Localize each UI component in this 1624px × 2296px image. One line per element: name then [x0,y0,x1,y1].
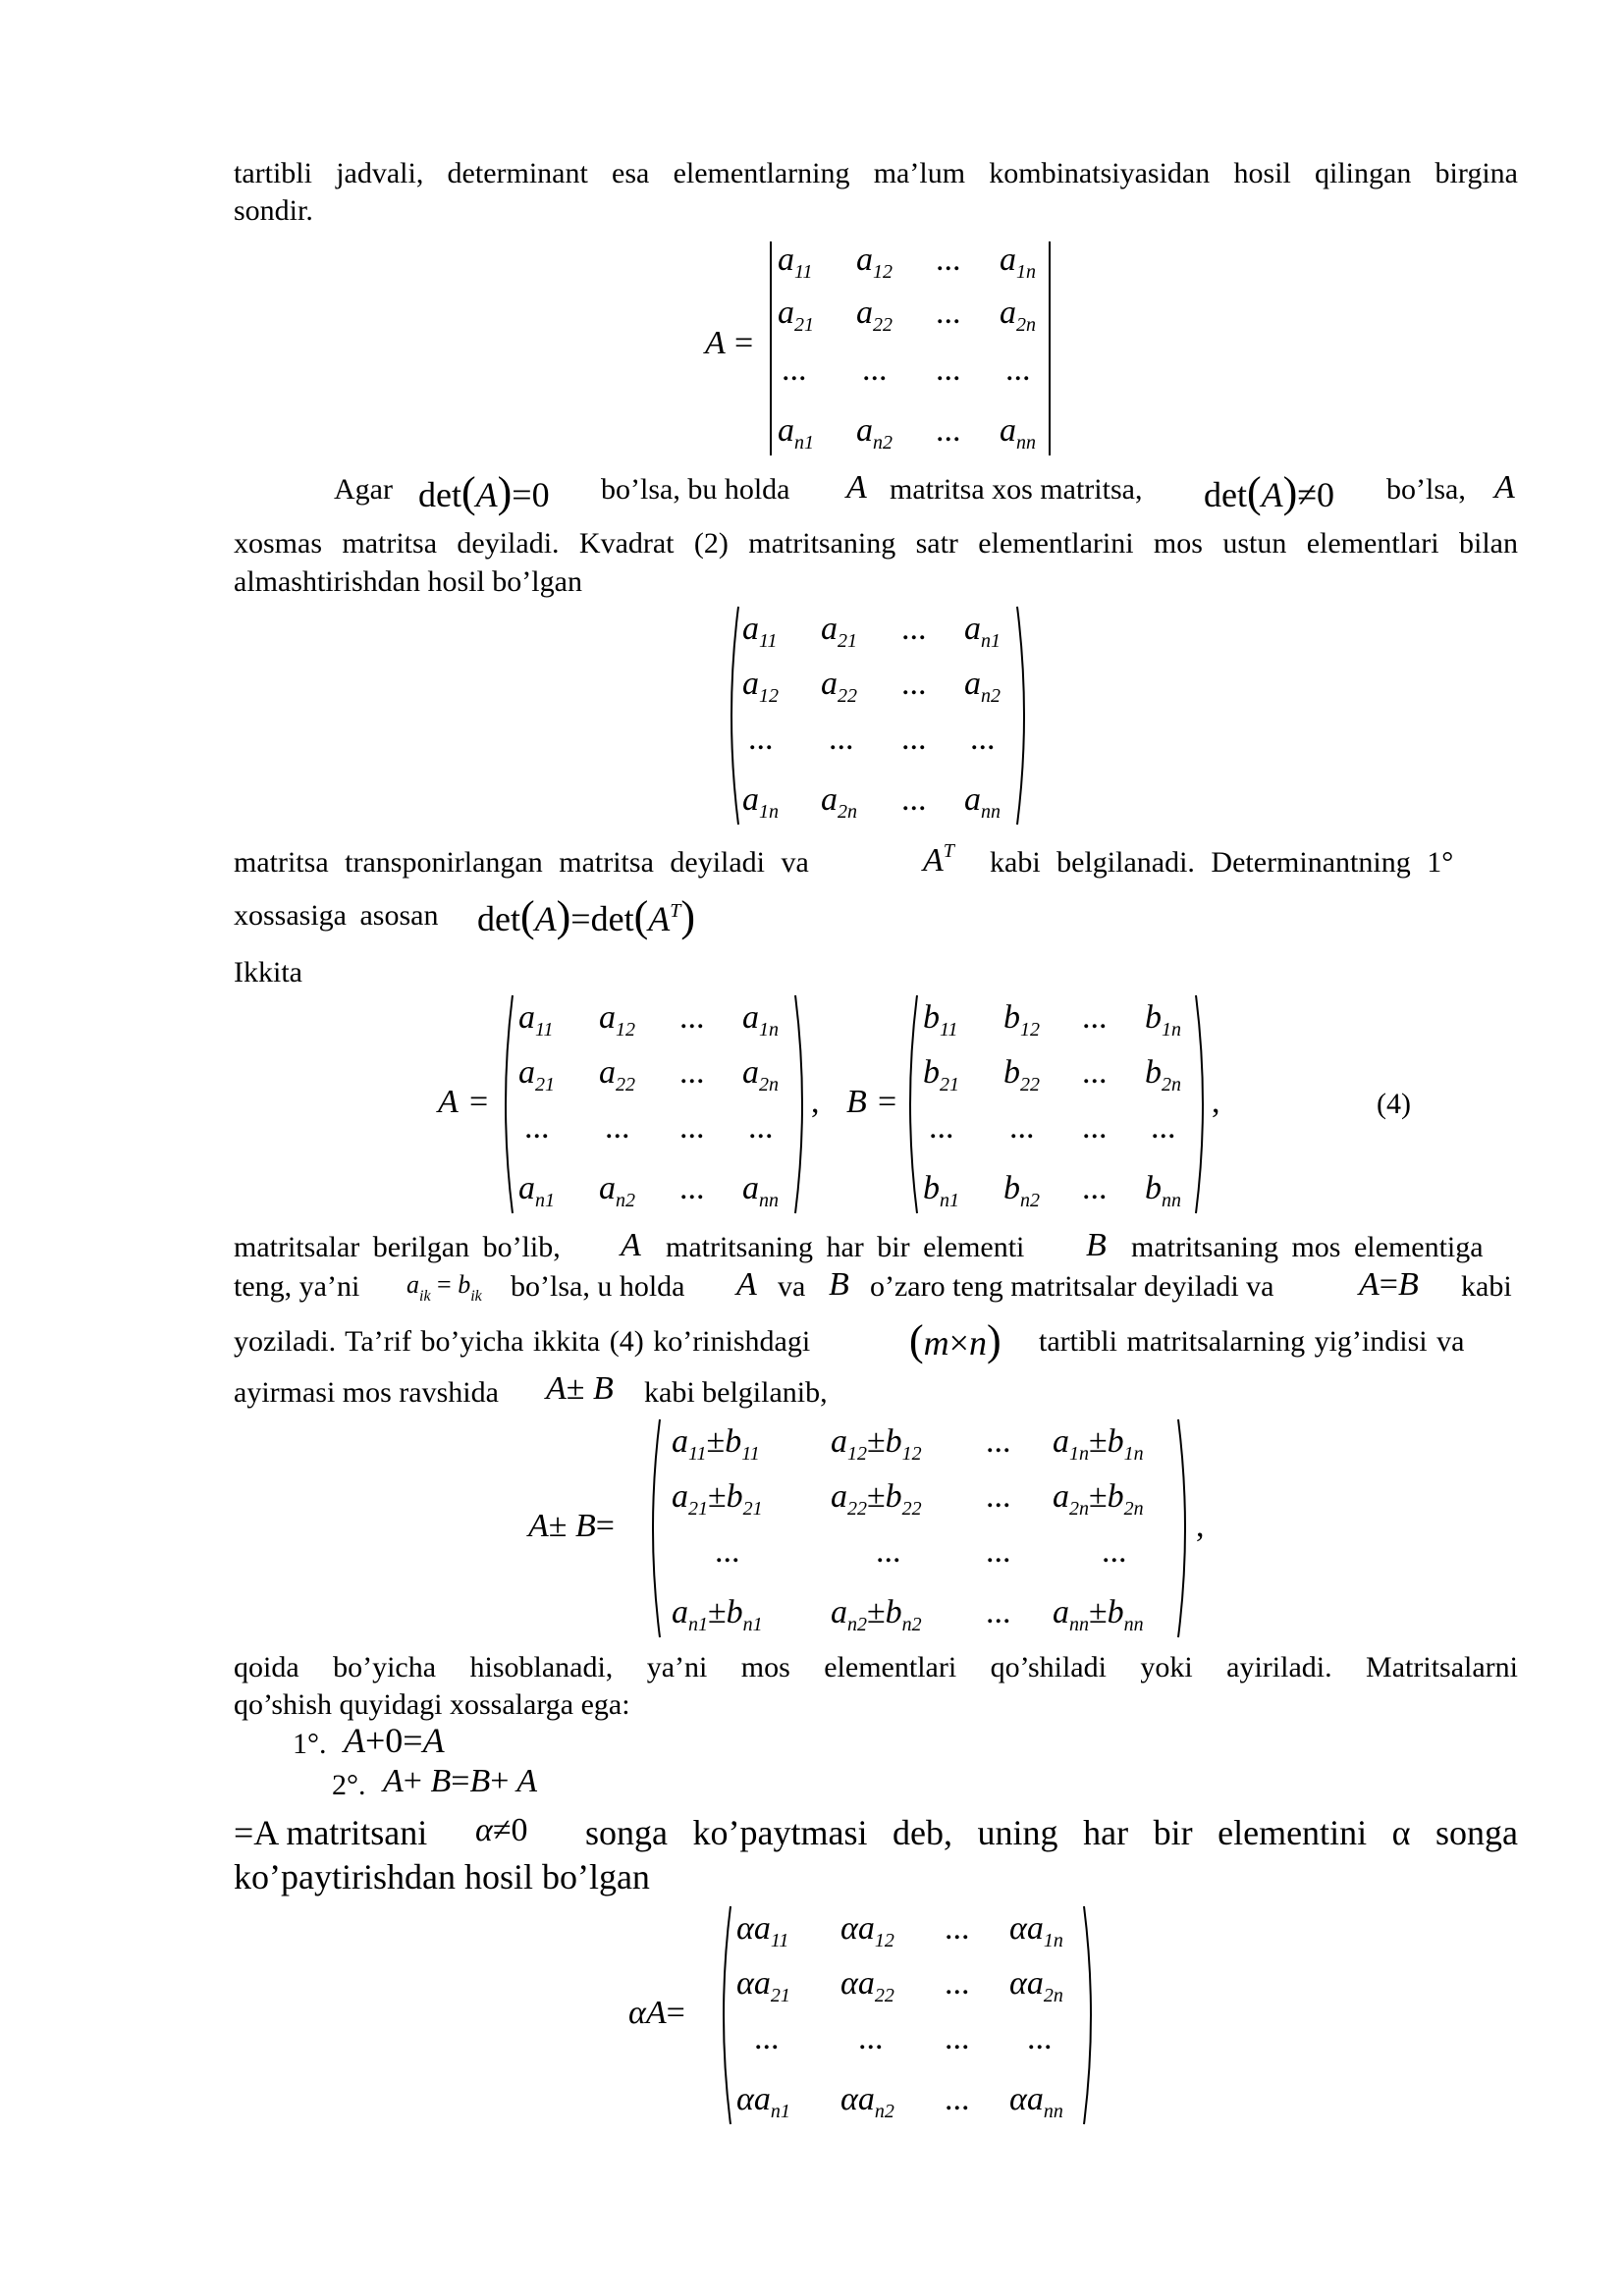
text-line: tartibli jadvali, determinant esa elementlarning ma’lum kombinatsiyasidan hosil qilingan birgina [234,157,1518,189]
text-line: xosmas matritsa deyiladi. Kvadrat (2) matritsaning satr elementlarini mos ustun elementlari bilan [234,527,1518,560]
text-line: Ikkita [234,956,302,988]
text-line: ko’paytirishdan hosil bo’lgan [234,1857,650,1896]
document-page: tartibli jadvali, determinant esa elementlarning ma’lum kombinatsiyasidan hosil qilingan birgina sondir. A = $a_{11}$ $a_{12}$ ... $a_{1n}$ $a_{21}$ $a_{22}$ ... $a_{2n}$ ... ... ... ... $a_{n1}$ $a_{n2}$ ... $a_{nn}$ Agar det(A)=0 bo’lsa, bu holda A matritsa xos matritsa, det(A)≠0 bo’lsa, A xosmas matritsa deyiladi. Kvadrat (2) matritsaning satr elementlarini mos ustun elementlari bilan almashtirishdan hosil bo’lgan $a_{11}$ $a_{21}$ ... $a_{n1}$ $a_{12}$ $a_{22}$ ... $a_{n2}$ ... ... ... ... $a_{1n}$ $a_{2n}$ ... $a_{nn}$ matritsa transponirlangan matritsa deyiladi va $A^T$ kabi belgilanadi. Determinantning 1° xossasiga asosan $\det(A)=\det(A^T)$ Ikkita A = $a_{11}$ $a_{12}$ ... $a_{1n}$ $a_{21}$ $a_{22}$ ... $a_{2n}$ ... ... ... ... $a_{n1}$ $a_{n2}$ ... $a_{nn}$ , B = $b_{11}$ $b_{12}$ ... $b_{1n}$ $b_{21}$ $b_{22}$ ... $b_{2n}$ ... ... ... ... $b_{n1}$ $b_{n2}$ ... $b_{nn}$ , (4) matritsalar berilgan bo’lib, A matritsaning har bir elementi B matritsaning mos elementiga teng, ya’ni $a_{ik} = b_{ik}$ bo’lsa, u holda A va B o’zaro teng matritsalar deyiladi va A=B kabi yoziladi. Ta’rif bo’yicha ikkita (4) ko’rinishdagi (m×n) tartibli matritsalarning yig’indisi va ayirmasi mos ravshida A± B kabi belgilanib, A± B= $a_{11}\pm b_{11}$ $a_{12}\pm b_{12}$ ... $a_{1n}\pm b_{1n}$ $a_{21}\pm b_{21}$ $a_{22}\pm b_{22}$ ... $a_{2n}\pm b_{2n}$ ... ... ... ... $a_{n1}\pm b_{n1}$ $a_{n2}\pm b_{n2}$ ... $a_{nn}\pm b_{nn}$ , qoida bo’yicha hisoblanadi, ya’ni mos elementlari qo’shiladi yoki ayiriladi. Matritsalarni qo’shish quyidagi xossalarga ega: 1°. A+0=A 2°. A+ B=B+ A =A matritsani α≠0 songa ko’paytmasi deb, uning har bir elementini α songa ko’paytirishdan hosil bo’lgan αA= $\alpha a_{11}$ $\alpha a_{12}$ ... $\alpha a_{1n}$ $\alpha a_{21}$ $\alpha a_{22}$ ... $\alpha a_{2n}$ ... ... ... ... $\alpha a_{n1}$ $\alpha a_{n2}$ ... $\alpha a_{nn}$ [234,157,1518,2122]
equation-number: (4) [1377,1088,1411,1120]
text-line: qo’shish quyidagi xossalarga ega: [234,1688,630,1721]
text-line: sondir. [234,194,313,227]
text-line: qoida bo’yicha hisoblanadi, ya’ni mos elementlari qo’shiladi yoki ayiriladi. Matritsalarni [234,1651,1518,1683]
text-line: almashtirishdan hosil bo’lgan [234,565,582,598]
